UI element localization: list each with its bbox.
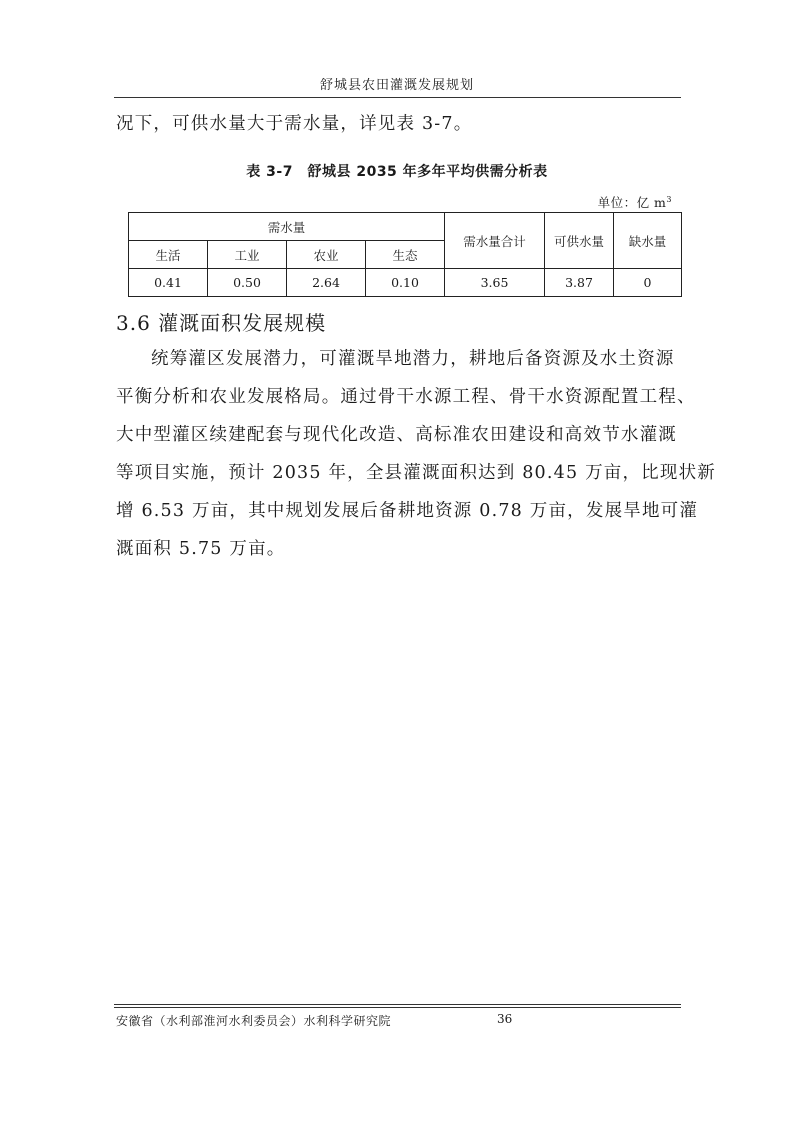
table-cell-agriculture: 2.64 <box>287 269 366 297</box>
footer-divider <box>114 1007 681 1008</box>
table-unit <box>598 193 672 211</box>
supply-demand-table <box>128 212 682 297</box>
table-cell-shortage: 0 <box>614 269 682 297</box>
footer-organization: 安徽省（水利部淮河水利委员会）水利科学研究院 <box>116 1014 392 1028</box>
footer-divider <box>114 1004 681 1005</box>
table-cell-ecology: 0.10 <box>366 269 445 297</box>
table-row <box>129 269 682 297</box>
table-unit-exponent: 3 <box>666 194 672 204</box>
table-caption: 表 3-7 舒城县 2035 年多年平均供需分析表 <box>246 164 548 180</box>
table-header-agriculture: 农业 <box>287 241 366 269</box>
table-unit-text: 单位：亿 m <box>597 195 667 210</box>
running-header: 舒城县农田灌溉发展规划 <box>319 78 474 93</box>
table-header-total-demand: 需水量合计 <box>445 213 545 269</box>
table-cell-total-demand: 3.65 <box>445 269 545 297</box>
header-divider <box>114 97 681 98</box>
paragraph-line: 增 6.53 万亩，其中规划发展后备耕地资源 0.78 万亩，发展旱地可灌 <box>116 501 699 521</box>
table-header-shortage: 缺水量 <box>614 213 682 269</box>
paragraph-line: 溉面积 5.75 万亩。 <box>116 539 286 559</box>
paragraph-line: 平衡分析和农业发展格局。通过骨干水源工程、骨干水资源配置工程、 <box>116 387 696 407</box>
table-cell-supply: 3.87 <box>545 269 614 297</box>
paragraph-line: 大中型灌区续建配套与现代化改造、高标准农田建设和高效节水灌溉 <box>116 425 677 445</box>
paragraph-line: 等项目实施，预计 2035 年，全县灌溉面积达到 80.45 万亩，比现状新 <box>116 463 716 483</box>
table-cell-industry: 0.50 <box>208 269 287 297</box>
table-header-supply: 可供水量 <box>545 213 614 269</box>
table-header-ecology: 生态 <box>366 241 445 269</box>
table-header-row <box>129 213 682 241</box>
table-header-demand: 需水量 <box>129 213 445 241</box>
intro-line: 况下，可供水量大于需水量，详见表 3-7。 <box>116 114 473 134</box>
table-header-industry: 工业 <box>208 241 287 269</box>
section-heading: 3.6 灌溉面积发展规模 <box>116 311 327 335</box>
paragraph-line: 统筹灌区发展潜力，可灌溉旱地潜力，耕地后备资源及水土资源 <box>151 349 675 369</box>
table-header-domestic: 生活 <box>129 241 208 269</box>
table-cell-domestic: 0.41 <box>129 269 208 297</box>
page-number: 36 <box>497 1012 513 1026</box>
